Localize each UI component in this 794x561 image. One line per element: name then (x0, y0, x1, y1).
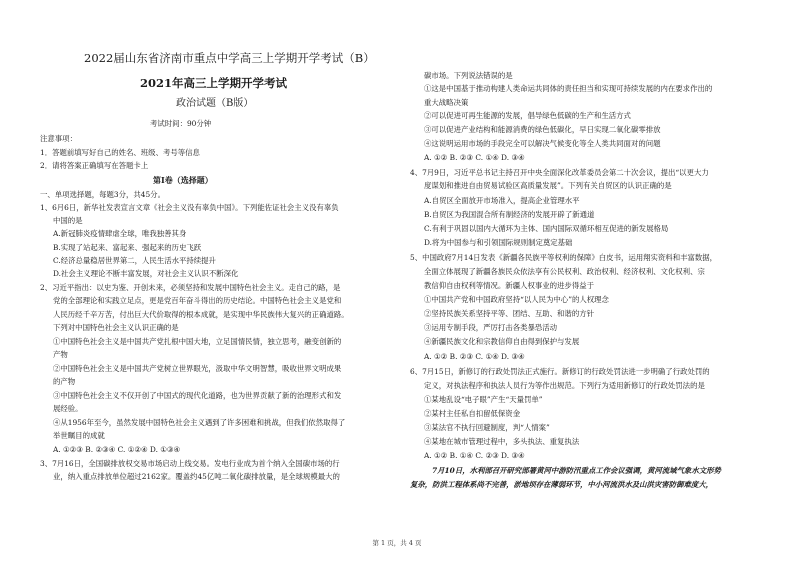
q2-statement: ④从1956年至今，虽然发展中国特色社会主义遇到了许多困难和挑战，但我们依然取得了 (53, 418, 346, 427)
q3-statement: ②可以促进可再生能源的发展，倡导绿色低碳的生产和生活方式 (424, 111, 631, 120)
top-title: 2022届山东省济南市重点中学高三上学期开学考试（B） (84, 51, 375, 65)
q5-statement: ②坚持民族关系坚持平等、团结、互助、和谐的方针 (424, 309, 594, 318)
q1-line: 中国的是 (53, 216, 83, 225)
q1-option: A.新冠肺炎疫情肆虐全球，唯我独善其身 (53, 229, 187, 238)
q5-line: 5、中国政府7月14日发表《新疆各民族平等权利的保障》白皮书，运用翔实资料和丰富数据， (410, 253, 718, 262)
q7-material: 复杂，防洪工程体系尚不完善，淤地坝存在薄弱环节，中小河流洪水及山洪灾害防御难度大， (410, 480, 714, 489)
q1-option: D.社会主义理论不断丰富发展，对社会主义认识不断深化 (53, 269, 239, 278)
q3-answers: A. ①② B. ②③ C. ①④ D. ③④ (424, 153, 525, 162)
note-item: 2．请将答案正确填写在答题卡上 (40, 161, 149, 170)
q6-statement: ①某地乱设“电子眼”产生“天量罚单” (424, 395, 543, 404)
q5-statement: ①中国共产党和中国政府坚持“以人民为中心”的人权理念 (424, 295, 609, 304)
q3-statement: 重大战略决策 (424, 98, 469, 107)
q6-statement: ④某地在城市管理过程中，多头执法、重复执法 (424, 437, 580, 446)
q5-line: 全面立体展现了新疆各族民众依法享有公民权利、政治权利、经济权利、文化权利、宗 (424, 267, 705, 276)
q2-line: 人民历经千辛万苦，付出巨大代价取得的根本成就，是实现中华民族伟大复兴的正确道路。 (53, 310, 349, 319)
section-intro: 一、单项选择题，每题3分，共45分。 (40, 190, 165, 199)
q6-statement: ③某法官不执行回避制度，判“人情案” (424, 423, 550, 432)
q3-line: 业，纳入重点排放单位超过2162家。覆盖约45亿吨二氧化碳排放量，是全球规模最大的 (53, 472, 340, 481)
q3-line: 碳市场。下列说法错误的是 (424, 71, 513, 80)
q5-line: 教信仰自由权利等情况。新疆人权事业的进步得益于 (424, 281, 594, 290)
exam-time: 考试时间：90分钟 (150, 119, 212, 128)
q6-line: 定义，对执法程序和执法人员行为等作出规范。下列行为适用新修订的行政处罚法的是 (424, 381, 705, 390)
q1-option: B.实现了站起来、富起来、强起来的历史飞跃 (53, 243, 202, 252)
q6-line: 6、7月15日，新修订的行政处罚法正式施行。新修订的行政处罚法进一步明确了行政处罚的 (410, 367, 710, 376)
q2-statement: ②中国特色社会主义是中国共产党树立世界眼光，汲取中华文明智慧，吸收世界文明成果 (53, 364, 342, 373)
q3-statement: ③可以促进产业结构和能源消费的绿色低碳化，早日实现二氧化碳零排放 (424, 125, 661, 134)
q4-option: C.有利于巩固以国内大循环为主体、国内国际双循环相互促进的新发展格局 (424, 224, 669, 233)
q3-statement: ④这说明运用市场的手段完全可以解决气候变化等全人类共同面对的问题 (424, 139, 661, 148)
subject-title: 政治试题（B版） (176, 98, 254, 109)
q3-statement: ①这是中国基于推动构建人类命运共同体的责任担当和实现可持续发展的内在要求作出的 (424, 84, 713, 93)
q2-statement: 的产物 (53, 377, 76, 386)
q7-material: 7月10日，水利部召开研究部署黄河中游防汛重点工作会议强调，黄河流域气象水文形势 (432, 466, 721, 475)
q2-line: 下列对中国特色社会主义认识正确的是 (53, 323, 179, 332)
q2-statement: ①中国特色社会主义是中国共产党扎根中国大地，立足国情民情，独立思考，融变创新的 (53, 337, 342, 346)
notes-heading: 注意事项： (40, 134, 77, 143)
note-item: 1．答题前填写好自己的姓名、班级、考号等信息 (40, 148, 200, 157)
q6-answers: A. ①② B. ①④ C. ②③ D. ③④ (424, 451, 525, 460)
q2-statement: 举世瞩目的成就 (53, 431, 105, 440)
q2-statement: 展经验。 (53, 404, 83, 413)
q2-statement: 产物 (53, 350, 68, 359)
q2-line: 党的全部理论和实践立足点，更是党百年奋斗得出的历史结论。中国特色社会主义是党和 (53, 296, 342, 305)
q2-statement: ③中国特色社会主义不仅开创了中国式的现代化道路，也为世界贡献了新的治理形式和发 (53, 391, 342, 400)
q4-option: B.自贸区为我国混合所有制经济的发展开辟了新通道 (424, 210, 595, 219)
section-heading: 第Ⅰ卷（选择题） (153, 175, 213, 185)
q5-statement: ④新疆民族文化和宗教信仰自由得到保护与发展 (424, 337, 580, 346)
q6-statement: ②某村主任私自扣留低保资金 (424, 409, 521, 418)
q1-line: 1、6月6日，新华社发表宣言文章《社会主义没有辜负中国》。下列能佐证社会主义没有辜负 (40, 203, 339, 212)
q2-answers: A. ①②③ B. ②③④ C. ①②④ D. ①③④ (53, 445, 181, 454)
q4-line: 4、7月9日，习近平总书记主持召开中央全面深化改革委员会第二十次会议，提出“以更大力 (410, 168, 709, 177)
q5-statement: ③运用专制手段，严厉打击各类暴恐活动 (424, 323, 558, 332)
q5-answers: A. ①② B. ②③ C. ①④ D. ③④ (424, 352, 525, 361)
q2-line: 2、习近平指出：以史为鉴、开创未来，必须坚持和发展中国特色社会主义。走自己的路，是 (40, 283, 341, 292)
q4-option: D.将为中国参与和引领国际规则制定奠定基础 (424, 238, 573, 247)
q4-option: A.自贸区全面放开市场准入，提高企业管理水平 (424, 196, 580, 205)
q3-line: 3、7月16日，全国碳排放权交易市场启动上线交易。发电行业成为首个纳入全国碳市场的行 (40, 459, 340, 468)
exam-title: 2021年高三上学期开学考试 (140, 76, 288, 90)
page-footer: 第 1 页，共 4 页 (372, 539, 422, 547)
q4-line: 度谋划和推进自由贸易试验区高质量发展”。下列有关自贸区的认识正确的是 (424, 181, 672, 190)
q1-option: C.经济总量稳居世界第二，人民生活水平持续提升 (53, 256, 216, 265)
